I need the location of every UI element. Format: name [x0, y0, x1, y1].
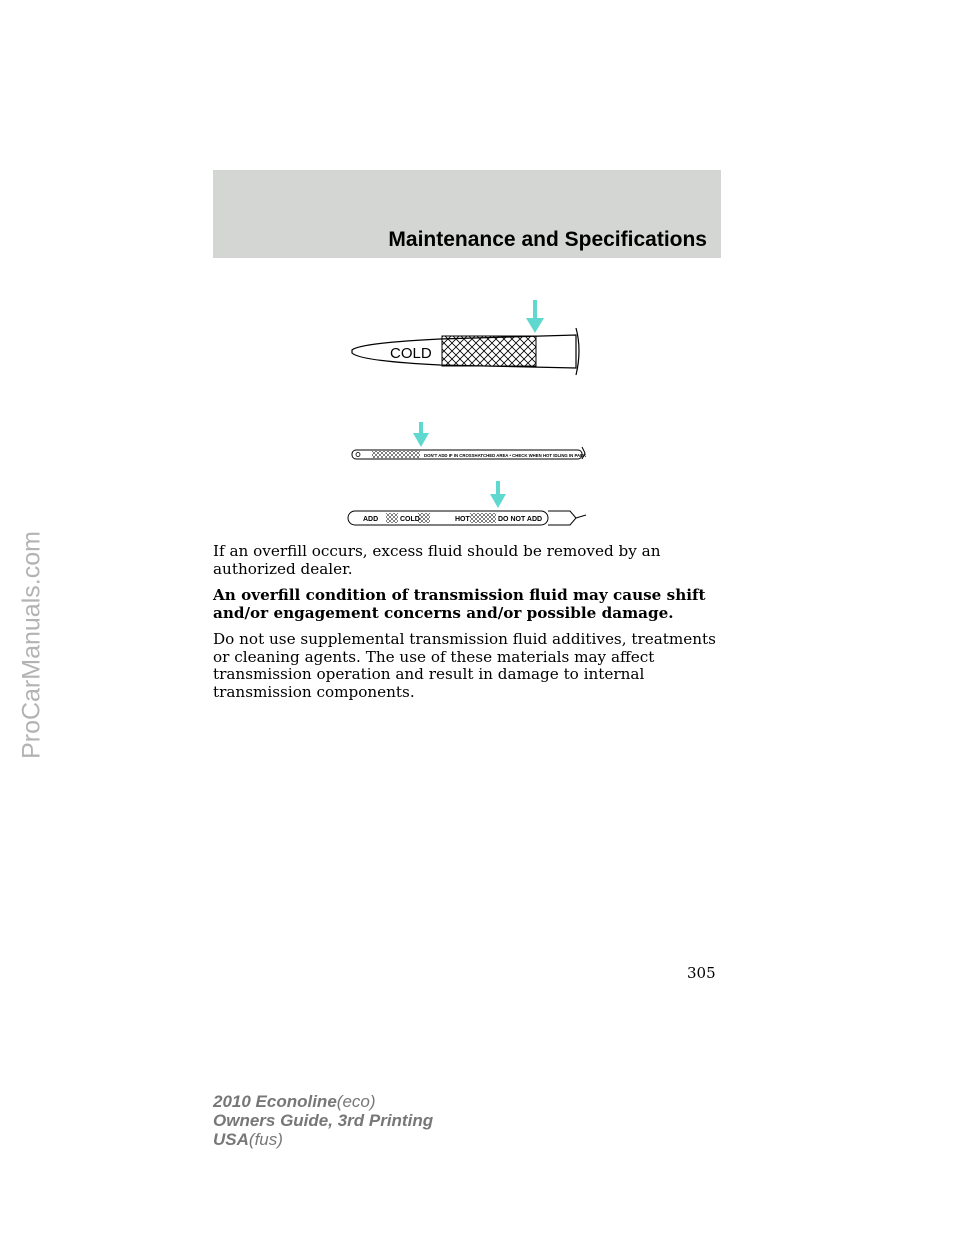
footer — [213, 1092, 433, 1149]
paragraph-additives: Do not use supplemental transmission fluid additives, treatments or cleaning agents. The use of these materials may affect transmission operation and result in damage to internal transmission components. — [213, 630, 716, 701]
page-number: 305 — [687, 964, 716, 982]
dipstick-2-label: DON'T ADD IF IN CROSSHATCHED AREA • CHECK WHEN HOT IDLING IN PARK — [424, 453, 587, 458]
paragraph-overfill: If an overfill occurs, excess fluid should be removed by an authorized dealer. — [213, 542, 661, 578]
section-title: Maintenance and Specifications — [388, 228, 707, 251]
dipstick-3-add-label: ADD — [363, 516, 379, 523]
footer-line-3 — [213, 1130, 433, 1149]
dipstick-3-do-not-add-label: DO NOT ADD — [498, 516, 543, 523]
dipstick-1 — [352, 300, 579, 375]
dipstick-2 — [352, 422, 587, 459]
dipstick-3-hot-label: HOT — [455, 516, 470, 523]
dipstick-illustration — [340, 295, 600, 535]
dipstick-1-label: COLD — [390, 345, 432, 362]
footer-line-2 — [213, 1111, 433, 1130]
footer-guide: Owners Guide, 3rd Printing — [213, 1111, 434, 1130]
arrow-icon — [490, 481, 506, 508]
paragraph-warning: An overfill condition of transmission fluid may cause shift and/or engagement concerns and/or possible damage. — [213, 586, 706, 622]
arrow-icon — [413, 422, 429, 447]
section-header — [213, 170, 721, 258]
watermark-text: ProCarManuals.com — [17, 531, 46, 759]
watermark — [17, 515, 47, 775]
dipstick-diagram — [340, 295, 600, 535]
dipstick-3 — [348, 481, 586, 525]
dipstick-3-cold-label: COLD — [400, 516, 420, 523]
footer-model-code: (eco) — [336, 1092, 376, 1111]
footer-model: 2010 Econoline — [213, 1092, 337, 1111]
footer-line-1 — [213, 1092, 433, 1111]
footer-region: USA — [213, 1130, 249, 1149]
footer-region-code: (fus) — [248, 1130, 283, 1149]
body-text — [213, 543, 733, 710]
arrow-icon — [526, 300, 544, 333]
